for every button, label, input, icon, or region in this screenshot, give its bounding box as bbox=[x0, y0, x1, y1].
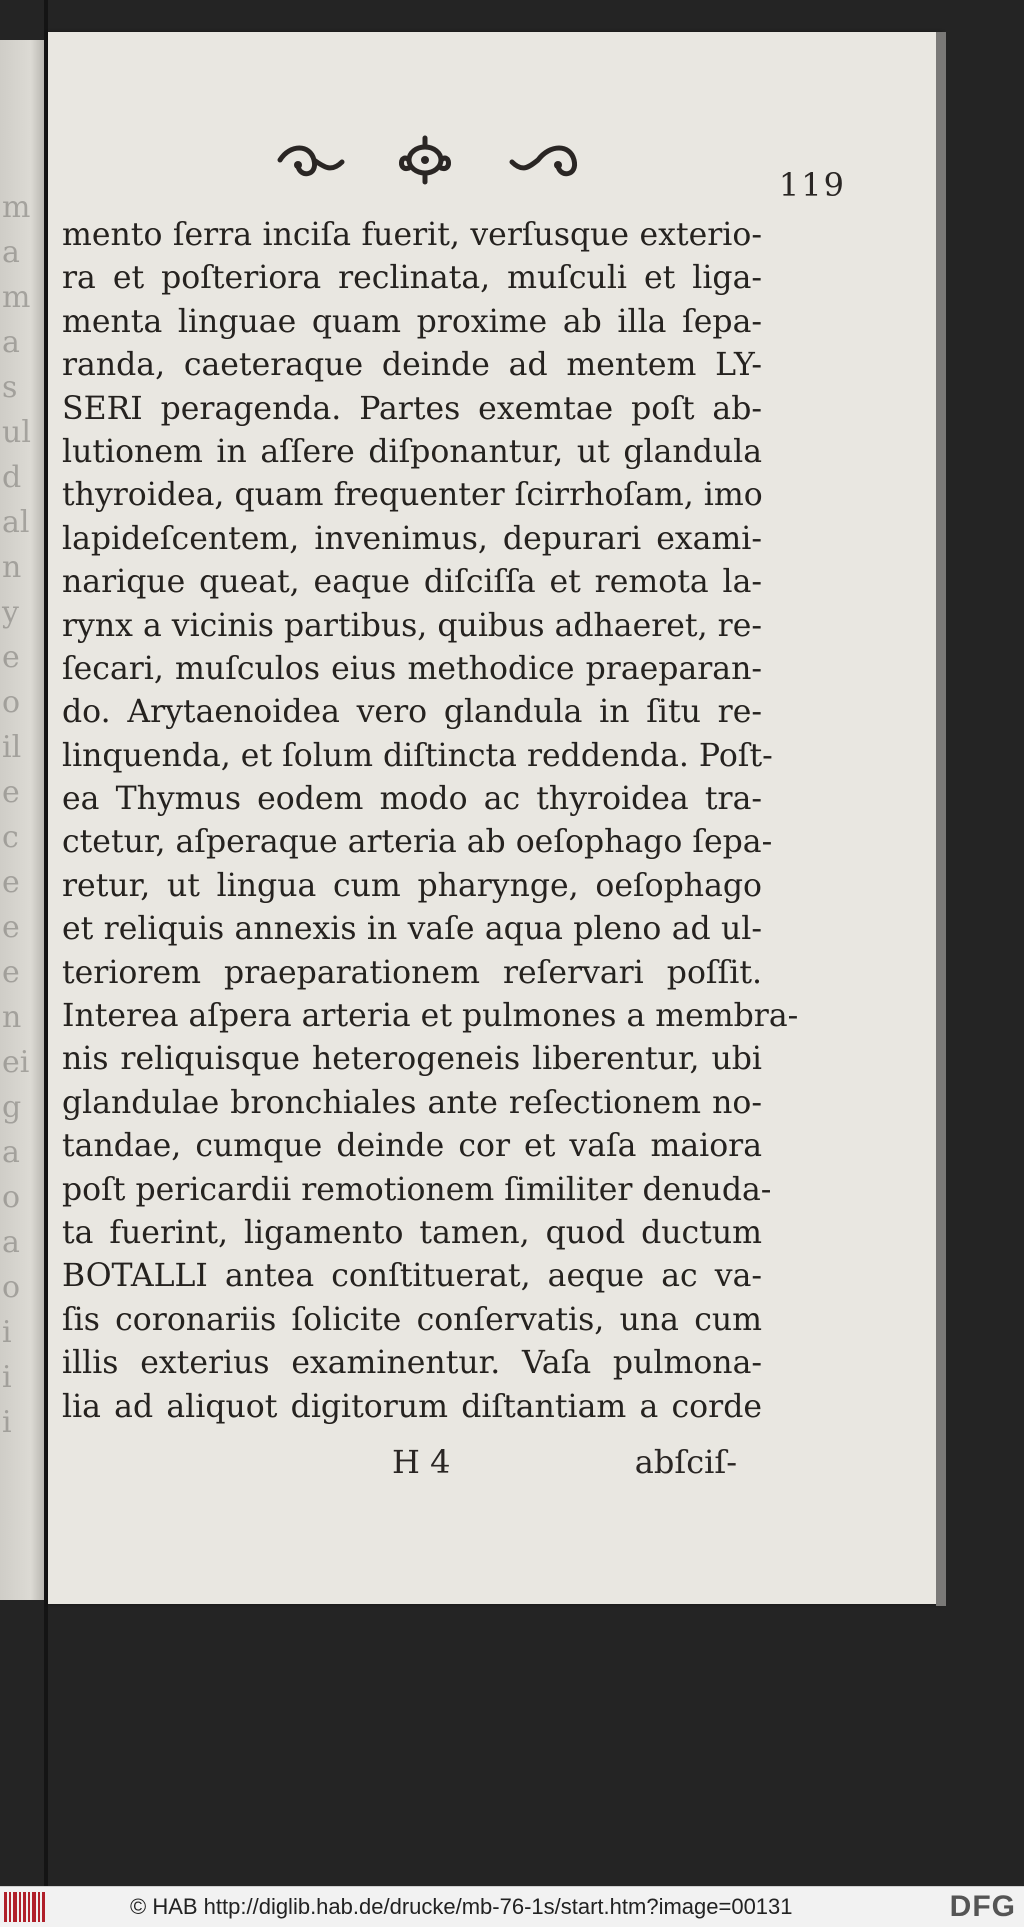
text-line: menta linguae quam proxime ab illa ſepa- bbox=[62, 303, 762, 340]
text-line: Interea aſpera arteria et pulmones a membra- bbox=[62, 998, 799, 1035]
barcode-icon bbox=[4, 1892, 46, 1922]
headpiece-ornament-icon bbox=[270, 132, 610, 192]
text-line: ea Thymus eodem modo ac thyroidea tra- bbox=[62, 781, 762, 818]
text-line: teriorem praeparationem reſervari poſſit. bbox=[62, 954, 762, 991]
text-line: thyroidea, quam frequenter ſcirrhoſam, imo bbox=[62, 477, 763, 514]
text-line: do. Arytaenoidea vero glandula in ſitu re- bbox=[62, 694, 762, 731]
dfg-logo: DFG bbox=[949, 1890, 1016, 1923]
text-line: nis reliquisque heterogeneis liberentur, ubi bbox=[62, 1041, 762, 1078]
text-line: illis exterius examinentur. Vaſa pulmona- bbox=[62, 1345, 762, 1382]
body-text bbox=[62, 214, 799, 1429]
text-line: ſis coronariis ſolicite conſervatis, una cum bbox=[62, 1301, 762, 1338]
catchword: abſciſ- bbox=[634, 1443, 737, 1481]
text-line: rynx a vicinis partibus, quibus adhaeret, re- bbox=[62, 607, 762, 644]
text-line: et reliquis annexis in vaſe aqua pleno ad ul- bbox=[62, 911, 762, 948]
text-line: glandulae bronchiales ante reſectionem no- bbox=[62, 1084, 762, 1121]
text-line: linquenda, et ſolum diſtincta reddenda. Poſt- bbox=[62, 737, 773, 774]
page-edge-shadow bbox=[936, 32, 946, 1606]
page-number: 119 bbox=[778, 166, 846, 204]
text-line: lia ad aliquot digitorum diſtantiam a corde bbox=[62, 1388, 762, 1425]
text-line: tandae, cumque deinde cor et vaſa maiora bbox=[62, 1128, 762, 1165]
text-line: ta fuerint, ligamento tamen, quod ductum bbox=[62, 1214, 762, 1251]
copyright-url[interactable]: © HAB http://diglib.hab.de/drucke/mb-76-1s/start.htm?image=00131 bbox=[130, 1894, 793, 1919]
text-line: ctetur, aſperaque arteria ab oeſophago ſepa- bbox=[62, 824, 773, 861]
book-page bbox=[48, 32, 942, 1604]
text-line: ra et poſteriora reclinata, muſculi et liga- bbox=[62, 260, 762, 297]
text-line: mento ſerra inciſa fuerit, verſusque exterio- bbox=[62, 217, 762, 253]
text-line: retur, ut lingua cum pharynge, oeſophago bbox=[62, 867, 762, 904]
text-line: lapideſcentem, invenimus, depurari exami- bbox=[62, 520, 762, 557]
text-line: poſt pericardii remotionem ſimiliter denuda- bbox=[62, 1171, 772, 1208]
text-line: SERI peragenda. Partes exemtae poſt ab- bbox=[62, 390, 762, 427]
previous-page-edge: m a m a s ul d al n y e o il e c e e e n ei g a o a o i i i bbox=[0, 40, 44, 1600]
signature-mark: H 4 bbox=[392, 1443, 451, 1481]
status-bar bbox=[0, 1886, 1024, 1927]
text-line: randa, caeteraque deinde ad mentem LY- bbox=[62, 347, 762, 384]
text-line: ſecari, muſculos eius methodice praeparan- bbox=[62, 650, 762, 687]
text-line: narique queat, eaque diſciſſa et remota la- bbox=[62, 564, 762, 601]
text-line: BOTALLI antea conſtituerat, aeque ac va- bbox=[62, 1258, 762, 1295]
text-line: lutionem in aſſere diſponantur, ut glandula bbox=[62, 433, 762, 470]
